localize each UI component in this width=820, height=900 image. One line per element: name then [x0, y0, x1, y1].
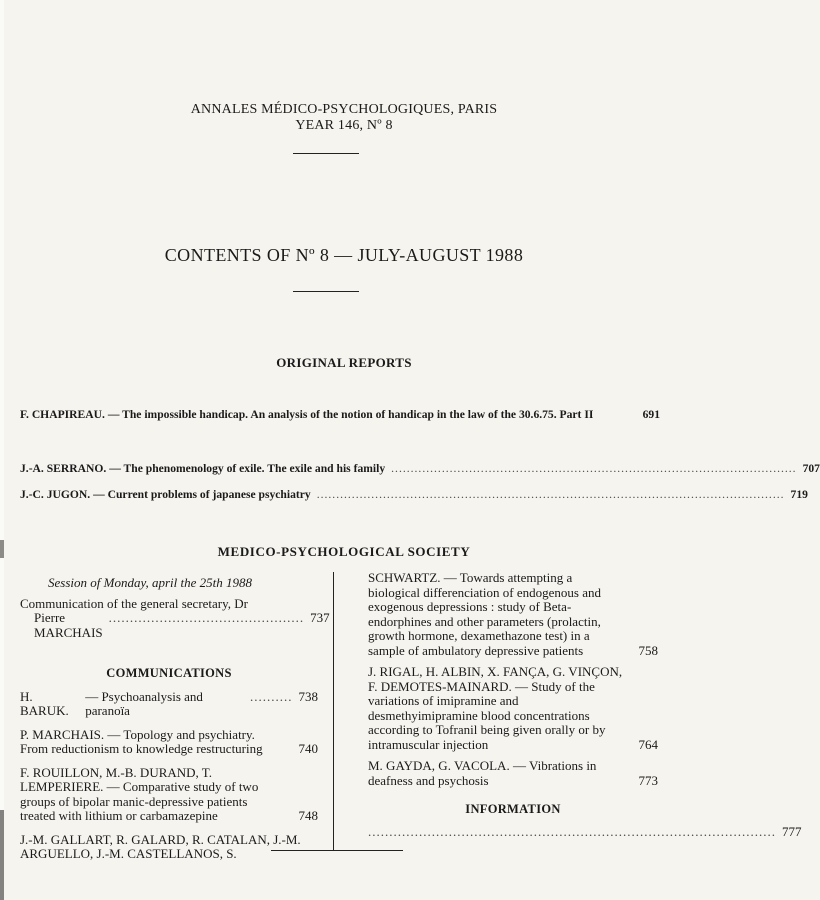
entry-author: H. BARUK. [20, 688, 69, 718]
entry-author: J. RIGAL, H. ALBIN, X. FANÇA, G. VINÇON, F. DEMOTES-MAINARD. [368, 664, 623, 694]
communication-entry [20, 766, 318, 824]
communication-line [20, 610, 330, 640]
entry-author: M. GAYDA, G. VACOLA. [368, 758, 510, 773]
entry-text: — Vibrations in deafness and psychosis [368, 758, 597, 788]
report-page: 707 [802, 462, 820, 475]
scan-edge [0, 0, 4, 900]
communication-entry [368, 571, 658, 658]
dot-leader: ........................................................................................................................ [316, 488, 785, 501]
report-page: 691 [642, 408, 660, 421]
entry-page: 758 [638, 642, 658, 658]
report-title: — The impossible handicap. An analysis of the notion of handicap in the law of the 30.6.75. Part II [107, 408, 594, 421]
journal-name: ANNALES MÉDICO-PSYCHOLOGIQUES, PARIS [190, 102, 498, 117]
session-title: Session of Monday, april the 25th 1988 [48, 575, 253, 590]
dot-leader: .............................................. [108, 610, 305, 625]
report-page: 719 [790, 488, 808, 501]
communication-page: 737 [310, 610, 330, 625]
right-column [368, 570, 802, 839]
communication-entry [20, 728, 318, 757]
communication-entry [20, 833, 318, 862]
entry-page: 738 [298, 688, 318, 704]
dot-leader: .......... [250, 688, 293, 704]
entry-page: 740 [298, 741, 318, 756]
report-item [20, 408, 660, 421]
report-author: F. CHAPIREAU. [20, 408, 105, 421]
entry-author: SCHWARTZ. [368, 570, 441, 585]
dot-leader: ................................................................................................ [368, 823, 776, 839]
information-heading: INFORMATION [465, 802, 561, 816]
report-title: — The phenomenology of exile. The exile and his family [109, 462, 386, 475]
entry-text: — Study of the variations of imipramine and desmethyimipramine blood concentrations according to Tofranil being given orally or by intramuscular injection [368, 678, 606, 752]
entry-author: J.-M. GALLART, R. GALARD, R. CATALAN, J.-M. ARGUELLO, J.-M. CASTELLANOS, S. [20, 831, 301, 861]
society-heading: MEDICO-PSYCHOLOGICAL SOCIETY [217, 544, 471, 559]
communications-heading: COMMUNICATIONS [106, 666, 232, 680]
report-author: J.-A. SERRANO. [20, 462, 107, 475]
report-item [20, 462, 820, 475]
entry-text: — Comparative study of two groups of bipolar manic-depressive patients treated with lithium or carbamazepine [20, 779, 259, 823]
dot-leader: ........................................................................................................ [391, 462, 797, 475]
communication-entry [368, 665, 658, 752]
report-item [20, 488, 808, 501]
communication-entry [368, 759, 658, 788]
entry-author: F. ROUILLON, M.-B. DURAND, T. LEMPERIERE. [20, 764, 213, 794]
information-page: 777 [782, 823, 802, 839]
entry-author: P. MARCHAIS. [20, 726, 105, 742]
entry-text: — Topology and psychiatry. From reductionism to knowledge restructuring [20, 726, 263, 756]
column-divider [333, 572, 334, 850]
original-reports-heading: ORIGINAL REPORTS [276, 355, 412, 370]
left-column [20, 575, 330, 862]
journal-header [0, 102, 688, 134]
journal-year: YEAR 146, Nº 8 [295, 118, 393, 133]
entry-page: 773 [638, 772, 658, 788]
contents-title: CONTENTS OF Nº 8 — JULY-AUGUST 1988 [164, 245, 524, 265]
entry-text: — Psychoanalysis and paranoïa [85, 688, 203, 718]
footer-rule [271, 850, 403, 851]
communication-name: Pierre MARCHAIS [34, 610, 103, 640]
title-rule [293, 291, 359, 292]
entry-page: 764 [638, 736, 658, 752]
entry-page: 748 [298, 808, 318, 823]
report-title: — Current problems of japanese psychiatry [93, 488, 311, 501]
header-rule [293, 153, 359, 154]
entry-text: — Towards attempting a biological differenciation of endogenous and exogenous depressions : study of Beta-endorphines and other parameters (prolactin, growth hormone, dexamethazone test) in a sample of ambulatory depressive patients [368, 570, 601, 658]
information-entry [368, 823, 802, 840]
report-author: J.-C. JUGON. [20, 488, 91, 501]
communication-line: Communication of the general secretary, Dr [20, 595, 249, 611]
communication-entry [20, 690, 318, 719]
